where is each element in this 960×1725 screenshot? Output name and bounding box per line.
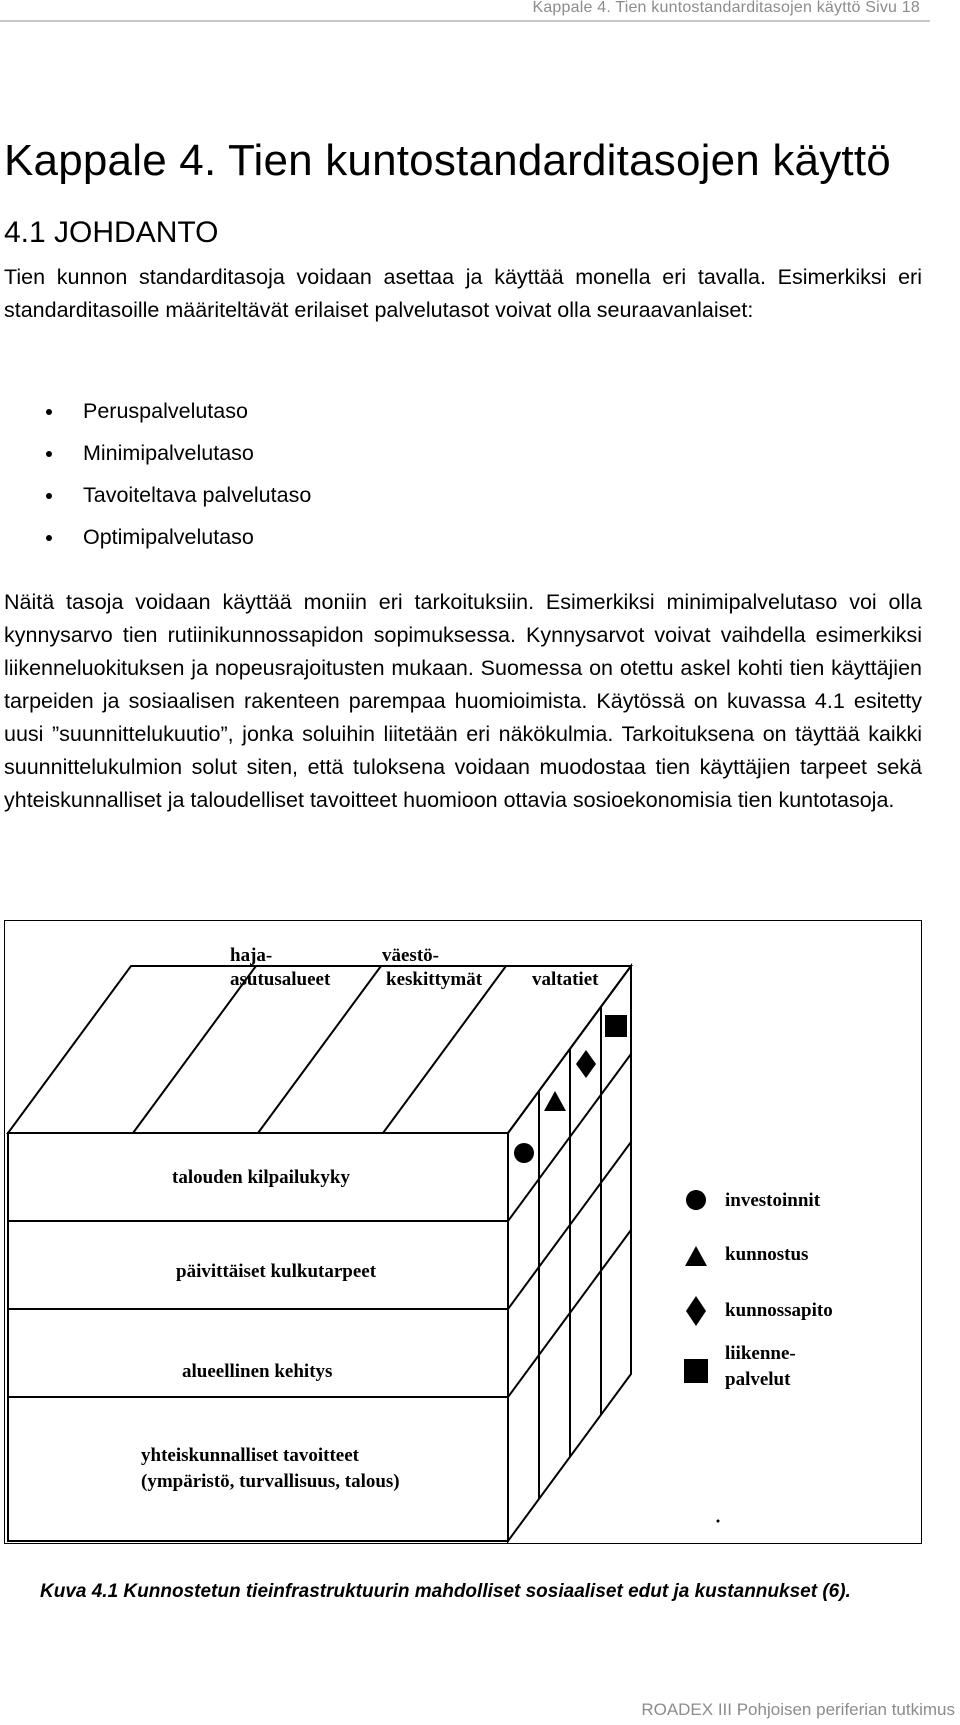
bullet-icon [46, 535, 52, 541]
investment-symbol-icon [514, 1143, 534, 1163]
legend-rehabilitation: kunnostus [725, 1244, 809, 1265]
section-heading: 4.1 JOHDANTO [4, 216, 219, 249]
legend-traffic-line1: liikenne- [725, 1343, 796, 1364]
list-item-text: Peruspalvelutaso [83, 399, 248, 423]
column-divider-line [133, 966, 256, 1133]
running-header [0, 0, 930, 22]
bullet-icon [46, 409, 52, 415]
speck-mark [717, 1520, 720, 1523]
legend-square-icon [684, 1359, 708, 1383]
rehabilitation-symbol-icon [544, 1091, 566, 1111]
list-item [0, 479, 311, 521]
row-label-societal-goals-line2: (ympäristö, turvallisuus, talous) [141, 1471, 400, 1492]
legend-traffic-line2: palvelut [725, 1369, 791, 1390]
row-label-societal-goals-line1: yhteiskunnalliset tavoitteet [141, 1445, 359, 1466]
traffic-services-symbol-icon [605, 1015, 627, 1037]
planning-cube-figure [4, 920, 922, 1544]
planning-cube-diagram [5, 921, 921, 1543]
row-label-daily-needs: päivittäiset kulkutarpeet [176, 1261, 377, 1282]
label-valtatiet: valtatiet [532, 969, 599, 990]
intro-paragraph: Tien kunnon standarditasoja voidaan asettaa ja käyttää monella eri tavalla. Esimerkiksi eri standarditasoille määriteltävät erilaiset palvelutasot voivat olla seuraavanlaiset: [4, 265, 922, 322]
list-item-text: Optimipalvelutaso [83, 525, 254, 549]
bullet-icon [46, 493, 52, 499]
row-label-regional-development: alueellinen kehitys [182, 1361, 333, 1382]
maintenance-symbol-icon [576, 1050, 596, 1078]
page-footer: ROADEX III Pohjoisen periferian tutkimus [641, 1700, 955, 1719]
label-vaesto-line2: keskittymät [386, 969, 483, 990]
list-item-text: Tavoiteltava palvelutaso [83, 483, 312, 507]
list-item [0, 395, 311, 437]
list-item-text: Minimipalvelutaso [83, 441, 254, 465]
legend-diamond-icon [686, 1296, 706, 1326]
chapter-title: Kappale 4. Tien kuntostandarditasojen käyttö [4, 136, 891, 185]
label-vaesto-line1: väestö- [382, 945, 439, 966]
running-header-text: Kappale 4. Tien kuntostandarditasojen käyttö Sivu 18 [532, 0, 920, 16]
legend-circle-icon [686, 1190, 706, 1210]
column-divider-line [383, 966, 506, 1133]
legend-maintenance: kunnossapito [725, 1300, 833, 1321]
label-haja-line1: haja- [230, 945, 273, 966]
legend-triangle-icon [685, 1246, 707, 1266]
row-label-competitiveness: talouden kilpailukyky [172, 1167, 350, 1188]
figure-caption: Kuva 4.1 Kunnostetun tieinfrastruktuurin mahdolliset sosiaaliset edut ja kustannukset (6). [40, 1581, 851, 1602]
list-item [0, 521, 311, 563]
legend-investments: investoinnit [725, 1190, 821, 1211]
service-level-list [0, 395, 311, 563]
bullet-icon [46, 451, 52, 457]
column-divider-line [258, 966, 381, 1133]
label-haja-line2: asutusalueet [230, 969, 331, 990]
list-item [0, 437, 311, 479]
body-paragraph: Näitä tasoja voidaan käyttää moniin eri tarkoituksiin. Esimerkiksi minimipalvelutaso voi olla kynnysarvo tien rutiinikunnossapidon sopimuksessa. Kynnysarvot voivat vaihdella esimerkiksi liikenneluokituksen ja nopeusrajoitusten mukaan. Suomessa on otettu askel kohti tien käyttäjien tarpeiden ja sosiaalisen rakenteen parempaa huomioimista. Käytössä on kuvassa 4.1 esitetty uusi ”suunnittelukuutio”, jonka soluihin liitetään eri näkökulmia. Tarkoituksena on täyttää kaikki suunnittelukulmion solut siten, että tuloksena voidaan muodostaa tien käyttäjien tarpeet sekä yhteiskunnalliset ja taloudelliset tavoitteet huomioon ottavia sosioekonomisia tien kuntotasoja. [4, 590, 922, 812]
